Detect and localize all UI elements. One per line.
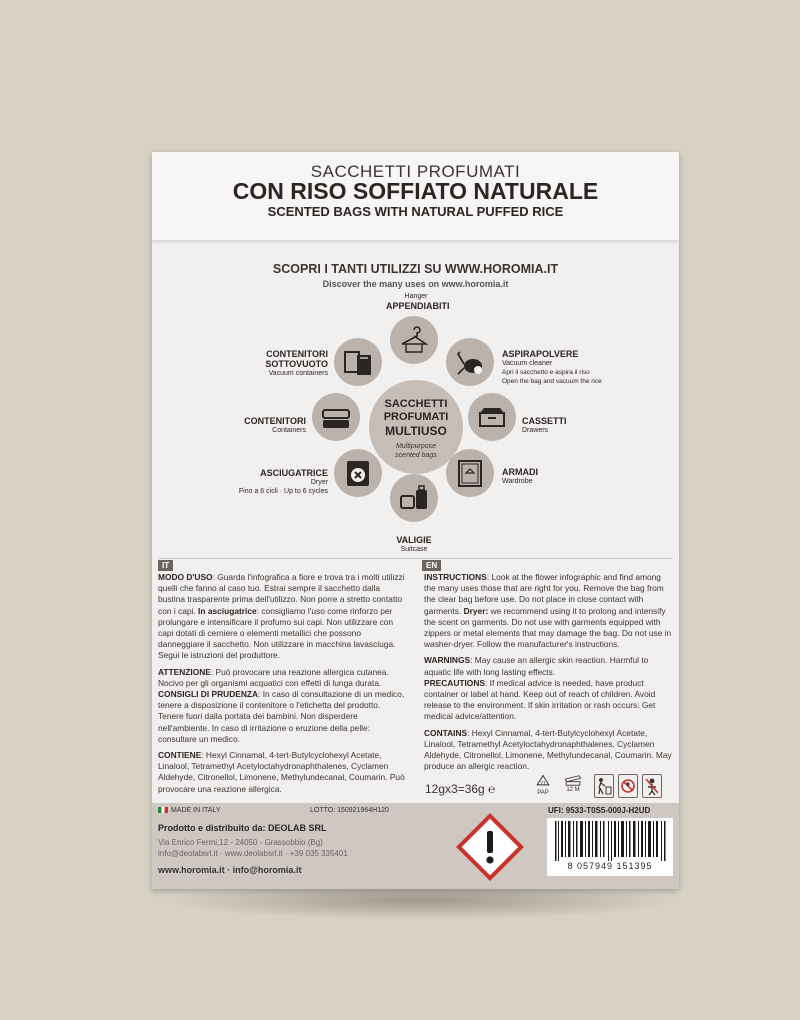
label-vacuum-it: ASPIRAPOLVERE: [502, 349, 579, 359]
barcode-bars-icon: [553, 821, 667, 861]
ufi-code: UFI: 9533-T0S5-000J-H2UD: [548, 806, 651, 815]
center-sub2: scented bags: [395, 452, 437, 459]
distributor-address: [158, 837, 348, 859]
recycle-number: 21: [540, 781, 546, 787]
it-asciug-label: In asciugatrice: [198, 605, 257, 616]
en-contains: [424, 728, 672, 773]
contacts-line: info@deolabsrl.it · www.deolabsrl.it · +39 035 335401: [158, 849, 348, 858]
petal-containers: [312, 393, 360, 441]
vacuum-bag-icon: [342, 346, 374, 378]
label-containers: [218, 416, 306, 435]
it-modo-text: : Guarda l'infografica a fiore e trova tra i molti utilizzi quelli che fanno al caso tuo. Estrai sempre il sacchetto dalla bustina trasparente prima dell'utilizzo. Non porre a stretto contatto con i capi.: [158, 572, 405, 616]
italian-text-column: [158, 572, 406, 800]
drawer-icon: [476, 401, 508, 433]
tidyman-icon: [594, 774, 614, 798]
net-weight-text: 12gx3=36g: [425, 782, 485, 796]
label-wardrobe: [502, 467, 538, 486]
it-warnings: [158, 667, 406, 689]
en-warn-text: : May cause an allergic skin reaction. Harmful to aquatic life with long lasting effects.: [424, 655, 649, 677]
period-after-opening-icon: [562, 774, 584, 796]
period-after-opening-text: 12 M: [566, 787, 580, 793]
it-consigli-label: CONSIGLI DI PRUDENZA: [158, 689, 259, 700]
lang-tag-en: EN: [422, 560, 441, 571]
discover-heading: SCOPRI I TANTI UTILIZZI SU WWW.HOROMIA.IT: [272, 262, 559, 276]
made-in-italy: [158, 807, 221, 814]
label-dryer-note: Fino a 6 cicli · Up to 6 cycles: [238, 488, 328, 495]
vacuum-cleaner-icon: [454, 346, 486, 378]
en-contains-text: : Hexyl Cinnamal, 4-tert-Butylcyclohexyl Acetate, Linalool, Tetramethyl Acetyloctahydronaphthalenes, Cyclamen Aldehyde, Citronellol, Limonene, Methylundecanal, Coumarin. May produce an allergic reaction.: [424, 727, 672, 772]
it-instructions: [158, 572, 406, 662]
label-drawers-en: Drawers: [522, 427, 549, 434]
petal-vacuum-containers: [334, 338, 382, 386]
english-text-column: [424, 572, 672, 777]
petal-dryer: [334, 449, 382, 497]
made-in-italy-text: MADE IN ITALY: [171, 807, 221, 814]
it-consigli-text: : In caso di consultazione di un medico, tenere a disposizione il contenitore o l'etichetta del prodotto. Tenere fuori dalla portata dei bambini. Non disperdere nell'ambiente. In caso di irritazione o eruzione della pelle: consultare un medico.: [158, 689, 405, 744]
petal-hanger: [390, 316, 438, 364]
label-drawers-it: CASSETTI: [522, 416, 567, 426]
en-instr-text: : Look at the flower infographic and find among the many uses those that are right for you. Remove the bag from the clear bag before use. Do not place in close contact with garments.: [424, 572, 664, 616]
net-weight: 12gx3=36g ℮: [425, 782, 496, 796]
distributor: Prodotto e distribuito da: DEOLAB SRL: [158, 823, 327, 833]
suitcase-icon: [398, 482, 430, 514]
label-dryer: [212, 468, 328, 496]
en-contains-label: CONTAINS: [424, 727, 468, 738]
flap-title-en: SCENTED BAGS WITH NATURAL PUFFED RICE: [267, 204, 564, 219]
label-vacuum-en: Vacuum cleaner: [502, 360, 553, 367]
label-hanger: [386, 292, 450, 311]
center-line2: PROFUMATI: [383, 411, 449, 423]
en-dryer-label: Dryer:: [463, 605, 489, 616]
petal-vacuum: [446, 338, 494, 386]
it-contiene-label: CONTIENE: [158, 750, 202, 761]
label-suitcase: [390, 535, 438, 554]
center-line1: SACCHETTI: [384, 398, 448, 410]
label-drawers: [522, 416, 567, 435]
hazard-exclamation-icon: [456, 813, 524, 881]
center-line3: MULTIUSO: [385, 424, 447, 438]
italian-flag-icon: [158, 807, 168, 813]
en-prec-label: PRECAUTIONS: [424, 677, 485, 688]
it-asciug-text: : consigliamo l'uso come rinforzo per prolungare e intensificare il profumo sui capi. Non utilizzare con capi dotati di cerniere o elementi metallici che possono danneggiare il sacchetto. Non utilizzare in macchina lavasciuga. Segui le istruzioni del produttore.: [158, 605, 396, 661]
lot-number: LOTTO: 150921964H120: [310, 807, 389, 814]
label-dryer-it: ASCIUGATRICE: [260, 468, 328, 478]
en-instructions: [424, 572, 672, 650]
flap-title: CON RISO SOFFIATO NATURALE: [232, 178, 599, 204]
section-divider: [158, 558, 673, 559]
center-sub: [369, 442, 463, 460]
en-instr-label: INSTRUCTIONS: [424, 572, 487, 582]
en-dryer-text: we recommend using it to prolong and intensify the scent on garments. Do not use with garments equipped with zippers or metal elements that may damage the bag. Do not use in washer-dryer. Follow the manufacturer's instructions.: [424, 605, 672, 650]
container-icon: [320, 401, 352, 433]
no-ingestion-icon: [642, 774, 662, 798]
label-suitcase-en: Suitcase: [400, 546, 428, 553]
keep-away-children-icon: [618, 774, 638, 798]
label-vacuum: [502, 349, 602, 386]
en-precautions: [424, 678, 672, 723]
recycle-icon: [532, 774, 554, 796]
address-line: Via Enrico Fermi,12 - 24050 - Grassobbio (Bg): [158, 838, 323, 847]
label-vacuum-containers-it1: CONTENITORI: [266, 349, 328, 359]
label-wardrobe-it: ARMADI: [502, 467, 538, 477]
label-hanger-en: Hanger: [404, 293, 428, 300]
it-contiene-text: : Hexyl Cinnamal, 4-tert-Butylcyclohexyl Acetate, Linalool, Tetramethyl Acetyloctahydronaphthalenes, Cyclamen Aldehyde, Citronellol, Limonene, Methylundecanal, Coumarin. Può provocare una reazione allergica.: [158, 750, 405, 794]
it-attenzione-label: ATTENZIONE: [158, 666, 211, 677]
petal-suitcase: [390, 474, 438, 522]
lang-tag-it: IT: [158, 560, 173, 571]
discover-subheading: Discover the many uses on www.horomia.it: [322, 279, 509, 289]
dryer-icon: [342, 457, 374, 489]
label-suitcase-it: VALIGIE: [396, 535, 432, 545]
label-wardrobe-en: Wardrobe: [502, 478, 533, 485]
label-vacuum-containers-en: Vacuum containers: [268, 370, 328, 377]
label-vacuum-containers: [232, 349, 328, 378]
label-containers-it: CONTENITORI: [244, 416, 306, 426]
en-warn-label: WARNINGS: [424, 655, 471, 666]
petal-wardrobe: [446, 449, 494, 497]
label-hanger-it: APPENDIABITI: [386, 301, 450, 311]
box-flap: [152, 152, 679, 240]
it-modo-label: MODO D'USO: [158, 572, 213, 582]
en-prec-text: : If medical advice is needed, have product container or label at hand. Keep out of reach of children. Avoid release to the environment. If skin irritation or rash occurs: Get medical advice/attention.: [424, 677, 656, 722]
label-vacuum-note2: Open the bag and vacuum the rice: [502, 378, 602, 385]
label-vacuum-containers-it2: SOTTOVUOTO: [265, 359, 328, 369]
hanger-icon: [398, 324, 430, 356]
en-warnings: [424, 655, 672, 677]
wardrobe-icon: [454, 457, 486, 489]
barcode: [547, 818, 673, 876]
petal-drawers: [468, 393, 516, 441]
label-dryer-en: Dryer: [310, 479, 328, 486]
website-line: www.horomia.it · info@horomia.it: [158, 865, 302, 875]
center-sub1: Multipurpose: [395, 443, 437, 450]
product-box: [152, 152, 679, 889]
barcode-number: 8 057949 151395: [567, 861, 653, 871]
footer-band: [152, 803, 679, 889]
it-contains: [158, 750, 406, 795]
label-vacuum-note1: Apri il sacchetto e aspira il riso: [502, 369, 590, 376]
label-containers-en: Containers: [272, 427, 306, 434]
recycle-code: PAP: [537, 790, 549, 796]
flap-subtitle: SACCHETTI PROFUMATI: [310, 162, 521, 181]
it-attenzione-text: : Può provocare una reazione allergica cutanea. Nocivo per gli organismi acquatici con effetti di lunga durata.: [158, 666, 389, 688]
it-precautions: [158, 689, 406, 745]
